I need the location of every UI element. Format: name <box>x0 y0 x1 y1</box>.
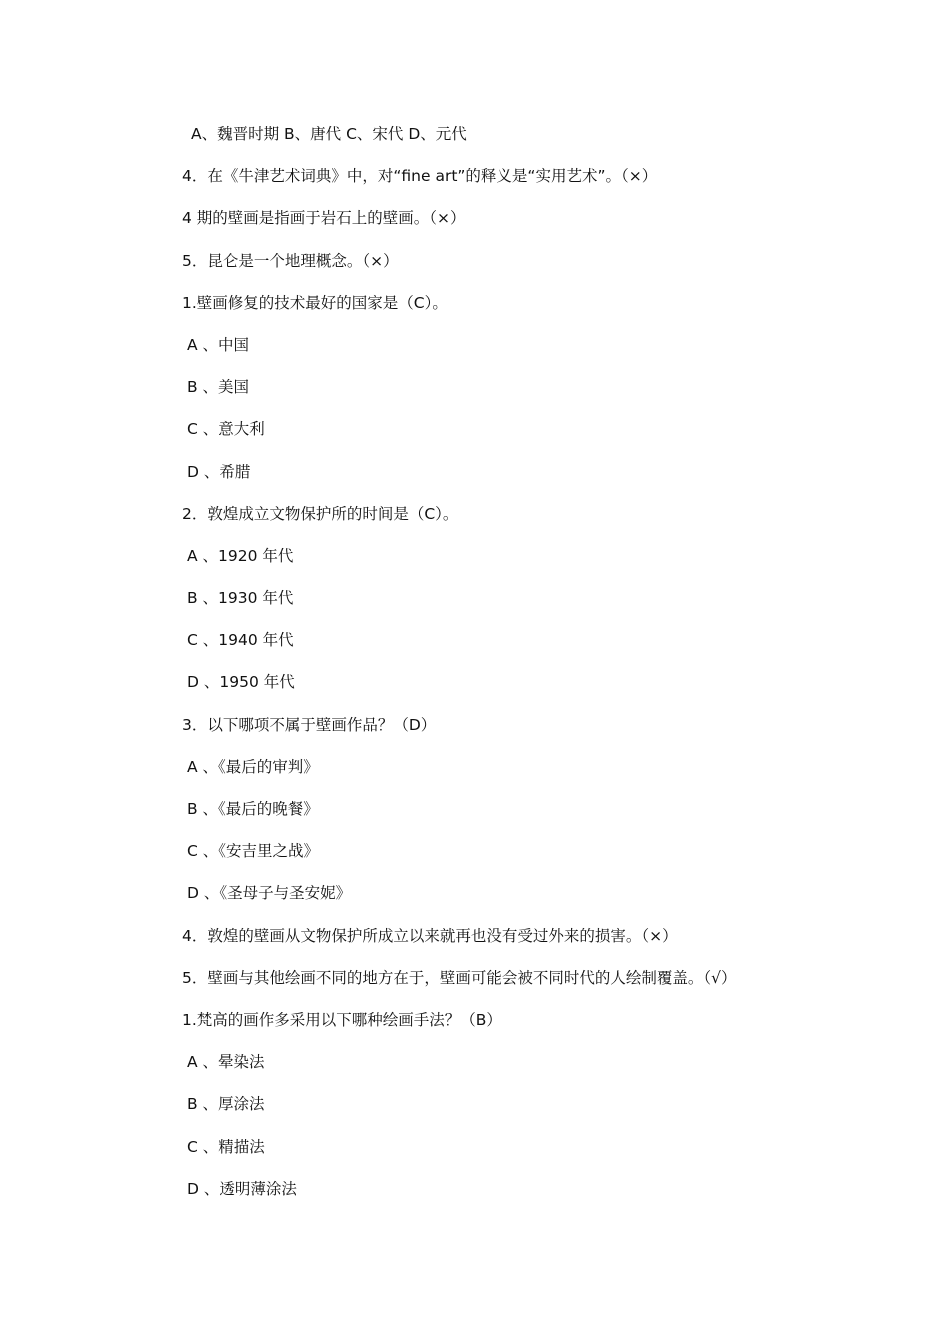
question-line: 4 期的壁画是指画于岩石上的壁画。（×） <box>182 209 466 228</box>
question-line: 3．以下哪项不属于壁画作品？（D） <box>182 715 437 734</box>
document-content <box>182 113 882 1210</box>
option-line: A 、晕染法 <box>187 1053 265 1072</box>
question-line: 5．昆仑是一个地理概念。（×） <box>182 251 399 270</box>
option-line: B 、1930 年代 <box>187 589 294 608</box>
question-line: 4．敦煌的壁画从文物保护所成立以来就再也没有受过外来的损害。（×） <box>182 926 678 945</box>
question-line: 1.壁画修复的技术最好的国家是（C）。 <box>182 293 448 312</box>
option-line: D 、《圣母子与圣安妮》 <box>187 884 352 903</box>
option-line: A 、1920 年代 <box>187 546 294 565</box>
option-line: C 、《安吉里之战》 <box>187 842 320 861</box>
option-line: D 、1950 年代 <box>187 673 295 692</box>
option-line: B 、美国 <box>187 378 250 397</box>
option-line: A 、中国 <box>187 335 250 354</box>
option-line: C 、意大利 <box>187 420 265 439</box>
option-line: B 、厚涂法 <box>187 1095 265 1114</box>
option-line: C 、精描法 <box>187 1137 265 1156</box>
question-line: 4．在《牛津艺术词典》中，对“fine art”的释义是“实用艺术”。（×） <box>182 167 658 186</box>
question-line: 1.梵高的画作多采用以下哪种绘画手法？（B） <box>182 1010 502 1029</box>
option-line-dynasty-choices: A、魏晋时期 B、唐代 C、宋代 D、元代 <box>191 125 467 143</box>
option-line: D 、希腊 <box>187 462 251 481</box>
option-line: D 、透明薄涂法 <box>187 1179 297 1198</box>
question-line: 2．敦煌成立文物保护所的时间是（C）。 <box>182 504 459 523</box>
question-line: 5．壁画与其他绘画不同的地方在于，壁画可能会被不同时代的人绘制覆盖。（√） <box>182 968 737 987</box>
option-line: C 、1940 年代 <box>187 631 294 650</box>
option-line: A 、《最后的审判》 <box>187 757 319 776</box>
option-line: B 、《最后的晚餐》 <box>187 800 319 818</box>
